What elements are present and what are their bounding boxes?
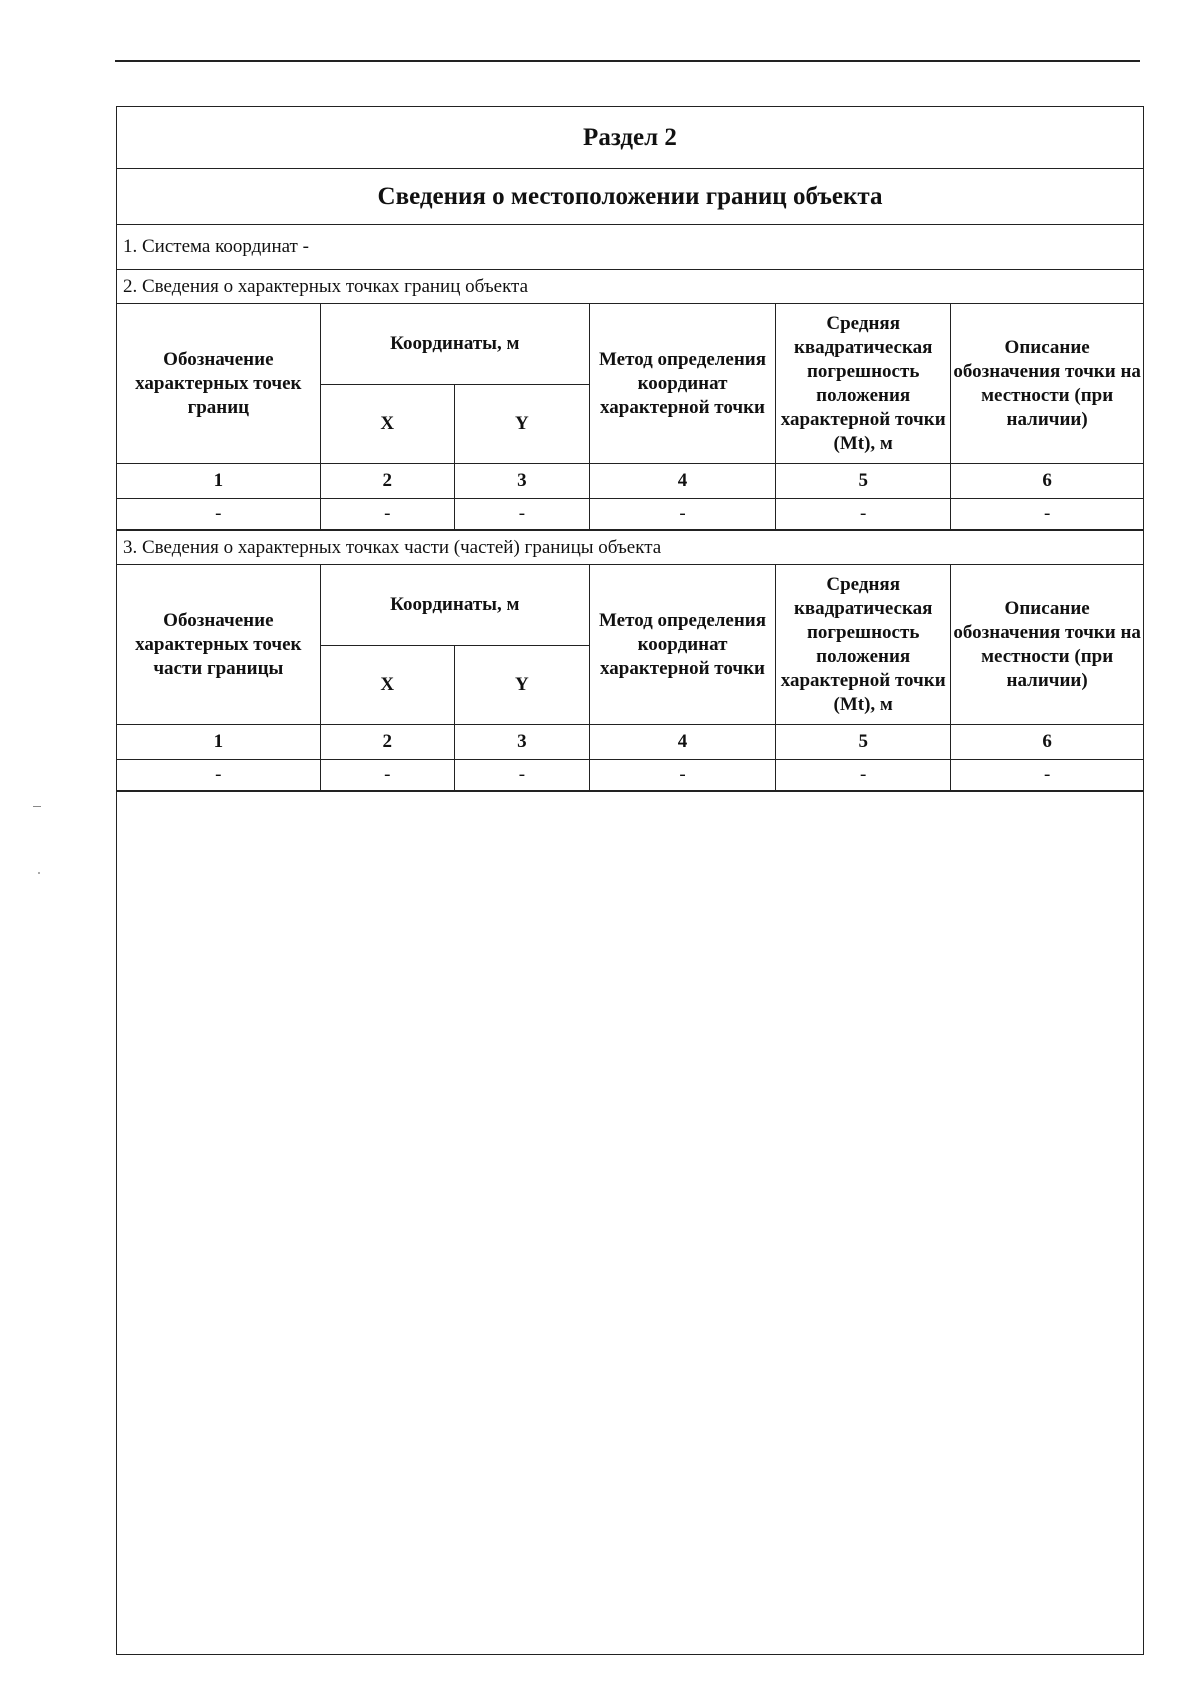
column-number: 6 xyxy=(951,725,1143,760)
table-cell: - xyxy=(117,760,320,791)
header-description: Описание обозначения точки на местности (при наличии) xyxy=(951,304,1143,464)
header-designation: Обозначение характерных точек границ xyxy=(117,304,320,464)
table-cell: - xyxy=(454,760,589,791)
header-y: Y xyxy=(454,385,589,464)
column-number: 2 xyxy=(320,464,454,499)
header-error: Средняя квадратическая погрешность положения характерной точки (Mt), м xyxy=(776,565,951,725)
top-rule xyxy=(115,60,1140,62)
header-x: X xyxy=(320,646,454,725)
part3-table-block xyxy=(117,565,1143,792)
column-number-row xyxy=(117,464,1143,499)
table-cell: - xyxy=(320,499,454,530)
header-description: Описание обозначения точки на местности (при наличии) xyxy=(951,565,1143,725)
header-x: X xyxy=(320,385,454,464)
column-number: 4 xyxy=(589,464,775,499)
header-method: Метод определения координат характерной точки xyxy=(589,304,775,464)
column-number: 1 xyxy=(117,725,320,760)
table-cell: - xyxy=(589,760,775,791)
table-cell: - xyxy=(776,760,951,791)
table-cell: - xyxy=(776,499,951,530)
header-coordinates: Координаты, м xyxy=(320,304,589,385)
table-cell: - xyxy=(589,499,775,530)
part3-heading: 3. Сведения о характерных точках части (частей) границы объекта xyxy=(117,531,1143,565)
table-cell: - xyxy=(320,760,454,791)
column-number: 5 xyxy=(776,725,951,760)
section-title: Раздел 2 xyxy=(117,107,1143,169)
table-cell: - xyxy=(454,499,589,530)
table-cell: - xyxy=(951,499,1143,530)
margin-mark xyxy=(33,806,41,807)
section-subtitle: Сведения о местоположении границ объекта xyxy=(117,169,1143,225)
column-number: 3 xyxy=(454,725,589,760)
table-row xyxy=(117,499,1143,530)
table-row xyxy=(117,760,1143,791)
column-number: 5 xyxy=(776,464,951,499)
part2-table-block xyxy=(117,304,1143,531)
part3-points-table xyxy=(117,565,1143,791)
document-frame xyxy=(116,106,1144,1655)
column-number: 2 xyxy=(320,725,454,760)
header-error: Средняя квадратическая погрешность положения характерной точки (Mt), м xyxy=(776,304,951,464)
table-cell: - xyxy=(951,760,1143,791)
header-method: Метод определения координат характерной точки xyxy=(589,565,775,725)
column-number: 4 xyxy=(589,725,775,760)
column-number: 3 xyxy=(454,464,589,499)
column-number-row xyxy=(117,725,1143,760)
header-coordinates: Координаты, м xyxy=(320,565,589,646)
column-number: 6 xyxy=(951,464,1143,499)
header-designation: Обозначение характерных точек части границы xyxy=(117,565,320,725)
header-y: Y xyxy=(454,646,589,725)
column-number: 1 xyxy=(117,464,320,499)
table-cell: - xyxy=(117,499,320,530)
part2-heading: 2. Сведения о характерных точках границ объекта xyxy=(117,270,1143,304)
part2-points-table xyxy=(117,304,1143,530)
margin-dot xyxy=(38,872,40,874)
coordinate-system-line: 1. Система координат - xyxy=(117,225,1143,270)
